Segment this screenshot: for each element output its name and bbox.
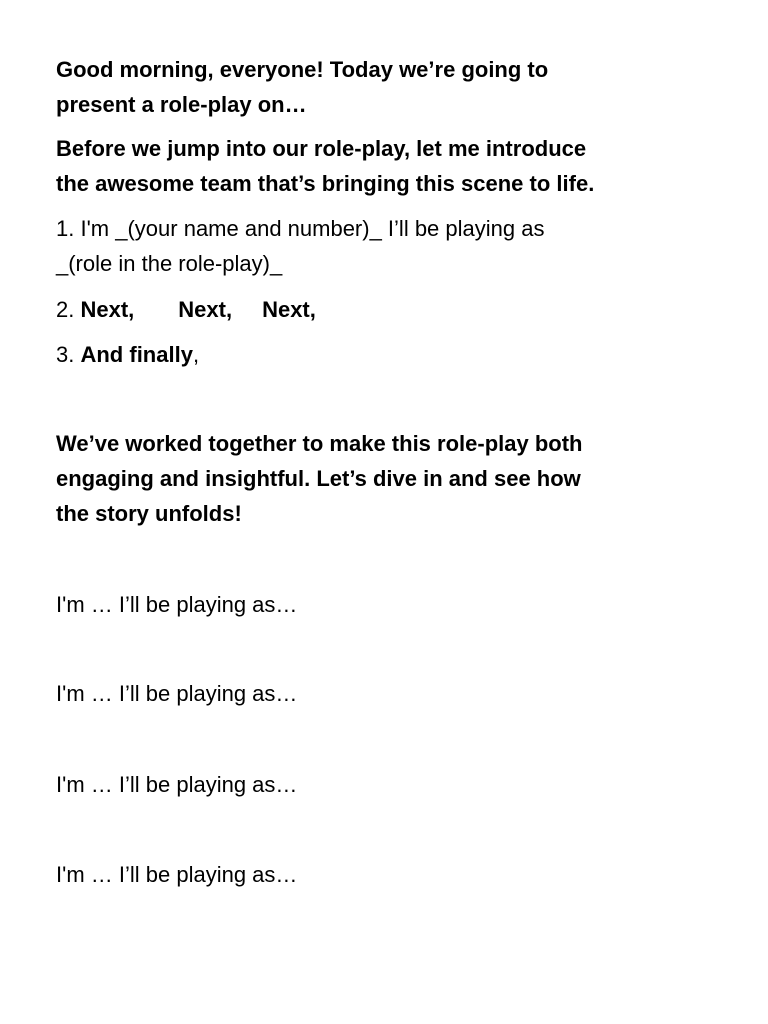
- closing-line-1: We’ve worked together to make this role-play both: [56, 431, 583, 456]
- list-item-1: [56, 211, 696, 281]
- next-label-2: Next,: [178, 297, 233, 322]
- prompt-line-2: I'm … I’ll be playing as…: [56, 681, 298, 706]
- closing-line-2: engaging and insightful. Let’s dive in and see how: [56, 466, 581, 491]
- team-intro-line-2: the awesome team that’s bringing this scene to life.: [56, 171, 595, 196]
- list-item-1-text: I'm _(your name and number)_ I’ll be playing as: [80, 216, 545, 241]
- closing-line-3: the story unfolds!: [56, 501, 242, 526]
- list-item-2: [56, 292, 696, 327]
- intro-line-1: Good morning, everyone! Today we’re going to: [56, 57, 549, 82]
- prompt-line-1: I'm … I’ll be playing as…: [56, 592, 298, 617]
- closing-paragraph: [56, 426, 696, 531]
- next-label-3: Next,: [262, 297, 316, 322]
- intro-line-2: present a role-play on…: [56, 92, 307, 117]
- team-intro-line-1: Before we jump into our role-play, let me introduce: [56, 136, 587, 161]
- finally-comma: ,: [192, 342, 200, 367]
- list-item-3: [56, 337, 696, 372]
- intro-paragraph: [56, 52, 696, 122]
- list-item-2-number: 2.: [56, 297, 75, 322]
- prompt-line-3: I'm … I’ll be playing as…: [56, 772, 298, 797]
- list-item-3-number: 3.: [56, 342, 75, 367]
- next-label-1: Next,: [80, 297, 135, 322]
- finally-label: And finally: [80, 342, 193, 367]
- list-item-1-number: 1.: [56, 216, 75, 241]
- prompt-line-4: I'm … I’ll be playing as…: [56, 862, 298, 887]
- team-intro-paragraph: [56, 131, 696, 201]
- list-item-1-line-2: _(role in the role-play)_: [56, 251, 283, 276]
- list-item-1-line-1: [56, 211, 696, 246]
